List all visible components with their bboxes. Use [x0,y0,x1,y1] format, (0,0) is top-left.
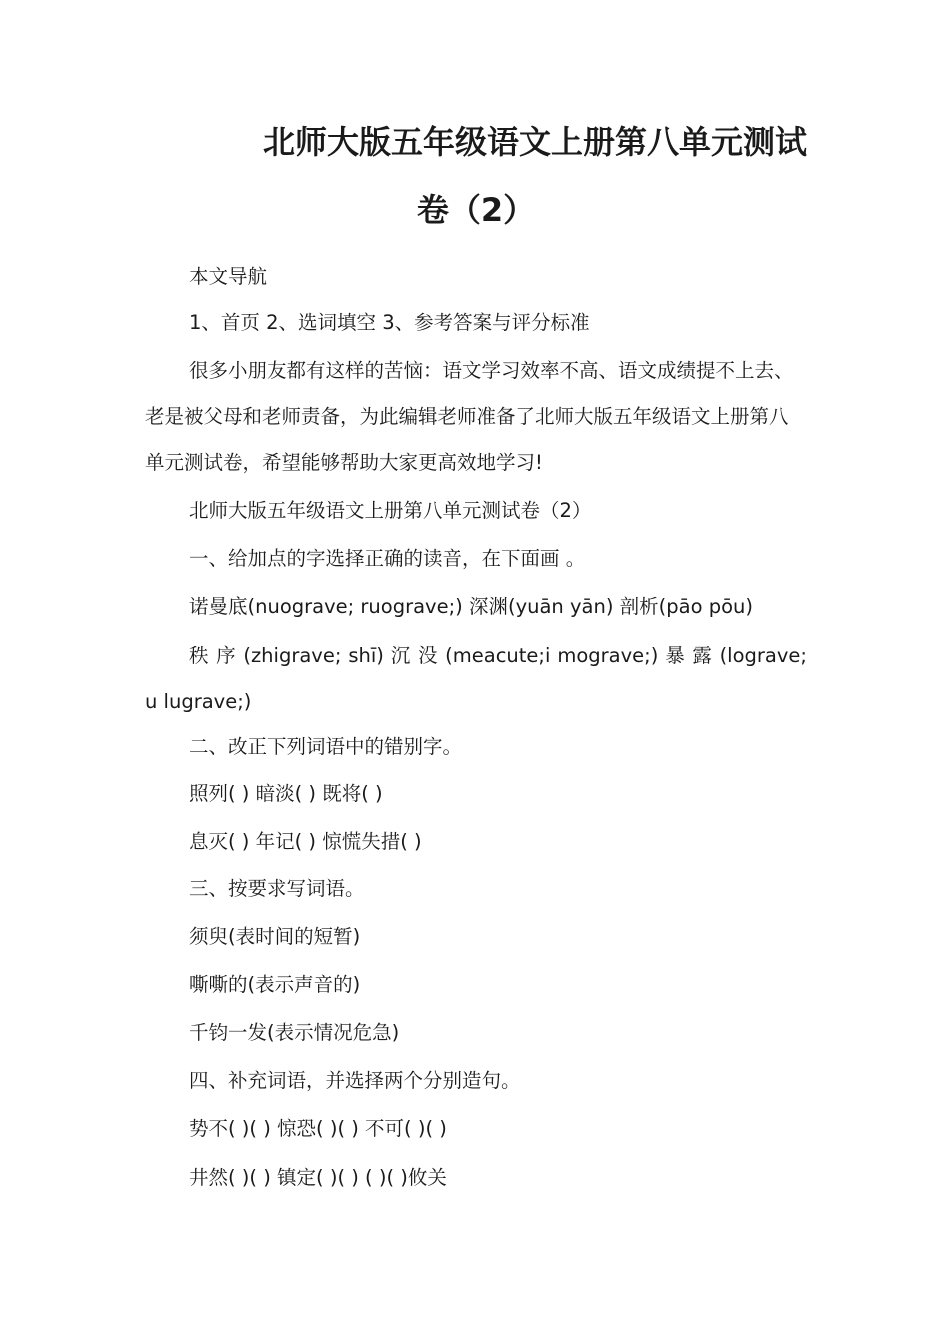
subtitle-paragraph: 北师大版五年级语文上册第八单元测试卷（2） [189,499,592,522]
section-3-line-1: 须臾(表时间的短暂) [189,925,361,948]
nav-links: 1、首页 2、选词填空 3、参考答案与评分标准 [189,311,590,334]
intro-paragraph: 很多小朋友都有这样的苦恼：语文学习效率不高、语文成绩提不上去、老是被父母和老师责备，为此编辑老师准备了北师大版五年级语文上册第八单元测试卷，希望能够帮助大家更高效地学习! [145,359,794,474]
section-1-line-1: 诺曼底(nuograve; ruograve;) 深渊(yuān yān) 剖析(pāo pōu) [189,595,753,618]
section-3-line-3: 千钧一发(表示情况危急) [189,1021,400,1044]
section-4-line-2: 井然( )( ) 镇定( )( ) ( )( )攸关 [189,1166,447,1189]
section-2-line-1: 照列( ) 暗淡( ) 既将( ) [189,782,383,805]
section-3-heading: 三、按要求写词语。 [189,877,365,900]
section-1-line-2: 秩 序 (zhigrave; shī) 沉 没 (meacute;i mograve;) 暴 露 (lograve;u lugrave;) [145,644,807,713]
section-3-line-2: 嘶嘶的(表示声音的) [189,973,361,996]
section-2-line-2: 息灭( ) 年记( ) 惊慌失措( ) [189,830,422,853]
section-4-heading: 四、补充词语，并选择两个分别造句。 [189,1069,521,1092]
section-2-heading: 二、改正下列词语中的错别字。 [189,735,463,758]
nav-heading: 本文导航 [189,265,268,288]
document-title-line-1: 北师大版五年级语文上册第八单元测试 [262,123,807,161]
section-1-heading: 一、给加点的字选择正确的读音，在下面画 。 [189,547,586,570]
section-4-line-1: 势不( )( ) 惊恐( )( ) 不可( )( ) [189,1117,447,1140]
document-title-line-2: 卷（2） [416,191,536,229]
